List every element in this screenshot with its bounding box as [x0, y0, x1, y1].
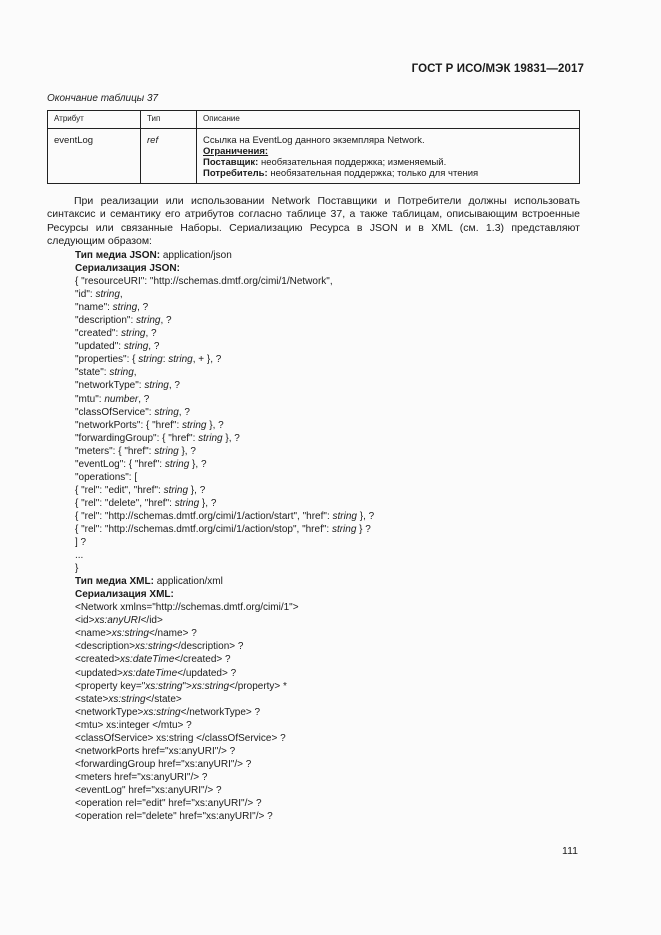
header-attribute: Атрибут: [48, 111, 141, 129]
code-segment: <Network xmlns="http://schemas.dmtf.org/cimi/1">: [75, 602, 299, 614]
code-segment: "id":: [75, 289, 96, 301]
code-line: [75, 667, 374, 680]
code-line: [75, 680, 374, 693]
code-segment: }, ?: [199, 497, 217, 509]
code-segment: { "rel": "edit", "href":: [75, 484, 164, 496]
code-line: [75, 627, 374, 640]
code-segment: string: [168, 354, 193, 366]
code-line: [75, 419, 374, 432]
code-segment: string: [164, 458, 190, 470]
code-segment: }: [75, 563, 79, 575]
standard-header: ГОСТ Р ИСО/МЭК 19831—2017: [411, 63, 584, 75]
code-segment: <eventLog" href="xs:anyURI"/> ?: [75, 784, 222, 796]
code-line: [75, 288, 374, 301]
code-segment: <meters href="xs:anyURI"/> ?: [75, 771, 208, 783]
code-line: [75, 758, 374, 771]
code-line: [75, 536, 374, 549]
code-segment: string: [182, 419, 207, 431]
code-line: [75, 693, 374, 706]
code-segment: "networkPorts": { "href":: [75, 419, 183, 431]
code-line: [75, 510, 374, 523]
code-segment: , ?: [148, 341, 160, 353]
code-segment: <mtu> xs:integer </mtu> ?: [75, 719, 192, 731]
code-segment: }, ?: [178, 445, 196, 457]
code-line: [75, 771, 374, 784]
code-segment: :: [162, 354, 169, 366]
code-line: [75, 497, 374, 510]
code-segment: string: [154, 406, 179, 418]
code-segment: }, ?: [222, 432, 240, 444]
code-segment: string: [109, 367, 134, 379]
code-line: [75, 732, 374, 745]
code-segment: { "rel": "delete", "href":: [75, 497, 175, 509]
code-line: [75, 810, 374, 823]
code-segment: { "rel": "http://schemas.dmtf.org/cimi/1/action/stop", "href":: [75, 523, 332, 535]
provider-label: Поставщик:: [203, 157, 259, 168]
code-segment: string: [123, 341, 149, 353]
code-line: [75, 745, 374, 758]
code-segment: </description> ?: [172, 641, 244, 653]
code-segment: number: [104, 393, 139, 405]
table-caption: Окончание таблицы 37: [47, 93, 159, 104]
code-segment: </property> *: [229, 680, 287, 692]
serialization-code-block: [75, 249, 374, 823]
desc-line: Ссылка на EventLog данного экземпляра Network.: [203, 135, 425, 146]
code-line: [75, 549, 374, 562]
code-line: [75, 784, 374, 797]
code-segment: <created>: [75, 654, 121, 666]
code-segment: "networkType":: [75, 380, 145, 392]
code-segment: ] ?: [75, 537, 87, 549]
code-segment: }, ?: [206, 419, 224, 431]
code-segment: <updated>: [75, 667, 123, 679]
code-segment: </networkType> ?: [180, 706, 261, 718]
code-segment: <id>: [75, 615, 95, 627]
code-segment: xs:string: [135, 641, 173, 653]
code-line: [75, 797, 374, 810]
code-segment: , + }, ?: [192, 354, 222, 366]
code-line: [75, 575, 374, 588]
code-line: [75, 353, 374, 366]
code-segment: , ?: [138, 393, 150, 405]
code-segment: "meters": { "href":: [75, 445, 155, 457]
cell-description: [197, 129, 580, 184]
code-segment: <forwardingGroup href="xs:anyURI"/> ?: [75, 758, 252, 770]
header-type: Тип: [141, 111, 197, 129]
header-description: Описание: [197, 111, 580, 129]
provider-line: [203, 157, 573, 168]
code-segment: string: [121, 328, 146, 340]
constraints-label: Ограничения:: [203, 146, 269, 157]
code-segment: Тип медиа XML:: [75, 576, 157, 588]
code-segment: , ?: [178, 406, 190, 418]
cell-attribute: eventLog: [48, 129, 141, 184]
code-segment: xs:string: [111, 628, 149, 640]
code-line: [75, 406, 374, 419]
code-segment: </created> ?: [174, 654, 231, 666]
code-segment: <networkPorts href="xs:anyURI"/> ?: [75, 745, 236, 757]
code-line: [75, 327, 374, 340]
code-segment: } ?: [356, 523, 371, 535]
code-segment: string: [138, 354, 163, 366]
code-segment: string: [112, 302, 138, 314]
table-header-row: [48, 111, 580, 129]
code-segment: "description":: [75, 315, 137, 327]
code-line: [75, 458, 374, 471]
code-segment: xs:string: [145, 680, 183, 692]
consumer-line: [203, 168, 573, 179]
code-line: [75, 523, 374, 536]
code-segment: string: [95, 289, 120, 301]
provider-text: необязательная поддержка; изменяемый.: [258, 157, 447, 168]
code-segment: "updated":: [75, 341, 124, 353]
code-segment: <property key=": [75, 680, 146, 692]
code-segment: xs:dateTime: [120, 654, 175, 666]
code-line: [75, 588, 374, 601]
consumer-text: необязательная поддержка; только для чтения: [267, 168, 479, 179]
code-segment: application/xml: [156, 576, 223, 588]
code-segment: Сериализация XML:: [75, 589, 174, 601]
code-line: [75, 719, 374, 732]
code-line: [75, 614, 374, 627]
code-line: [75, 653, 374, 666]
code-segment: </name> ?: [148, 628, 197, 640]
code-segment: xs:anyURI: [94, 615, 141, 627]
code-line: [75, 366, 374, 379]
code-segment: "eventLog": { "href":: [75, 458, 165, 470]
code-segment: }, ?: [188, 484, 206, 496]
code-segment: <classOfService> xs:string </classOfService> ?: [75, 732, 286, 744]
code-segment: <operation rel="delete" href="xs:anyURI"/> ?: [75, 811, 273, 823]
code-line: [75, 432, 374, 445]
code-line: [75, 445, 374, 458]
code-segment: "properties": {: [75, 354, 139, 366]
code-line: [75, 379, 374, 392]
code-segment: "forwardingGroup": { "href":: [75, 432, 199, 444]
code-segment: ,: [133, 367, 137, 379]
code-segment: , ?: [145, 328, 157, 340]
code-segment: <operation rel="edit" href="xs:anyURI"/> ?: [75, 797, 262, 809]
code-segment: , ?: [137, 302, 149, 314]
code-segment: }, ?: [189, 458, 207, 470]
page-number: 111: [562, 845, 578, 857]
code-line: [75, 640, 374, 653]
code-segment: "name":: [75, 302, 113, 314]
code-segment: string: [332, 510, 357, 522]
code-segment: ,: [119, 289, 123, 301]
code-segment: Тип медиа JSON:: [75, 250, 163, 261]
code-segment: , ?: [160, 315, 172, 327]
code-segment: xs:string: [108, 693, 146, 705]
code-line: [75, 706, 374, 719]
code-line: [75, 275, 374, 288]
code-segment: <networkType>: [75, 706, 144, 718]
code-line: [75, 484, 374, 497]
code-segment: "classOfService":: [75, 406, 155, 418]
code-segment: }, ?: [356, 510, 375, 522]
code-segment: xs:dateTime: [122, 667, 178, 679]
code-segment: "mtu":: [75, 393, 105, 405]
code-segment: string: [331, 523, 357, 535]
code-segment: xs:string: [143, 706, 181, 718]
code-segment: string: [174, 497, 200, 509]
body-paragraph: При реализации или использовании Network Поставщики и Потребители должны использовать синтаксис и семантику его атрибутов согласно таблице 37, а также таблицам, описывающим встроенные Ресурсы или связанные Наборы. Сериализацию Ресурса в JSON и в XML (см. 1.3) представляют следующим образом:: [47, 195, 580, 248]
code-segment: "state":: [75, 367, 110, 379]
code-segment: { "resourceURI": "http://schemas.dmtf.org/cimi/1/Network",: [75, 276, 333, 288]
code-segment: <state>: [75, 693, 109, 705]
code-segment: { "rel": "http://schemas.dmtf.org/cimi/1/action/start", "href":: [75, 510, 333, 522]
code-segment: </id>: [140, 615, 163, 627]
cell-type: ref: [141, 129, 197, 184]
code-segment: </updated> ?: [177, 667, 237, 679]
code-line: [75, 262, 374, 275]
code-segment: , ?: [168, 380, 180, 392]
code-line: [75, 393, 374, 406]
code-segment: "created":: [75, 328, 122, 340]
code-segment: "operations": [: [75, 471, 138, 483]
code-segment: </state>: [145, 693, 182, 705]
code-segment: string: [154, 445, 179, 457]
code-line: [75, 340, 374, 353]
code-line: [75, 301, 374, 314]
code-line: [75, 562, 374, 575]
code-segment: string: [136, 315, 161, 327]
attribute-table: [47, 110, 580, 184]
code-line: [75, 471, 374, 484]
code-segment: string: [144, 380, 169, 392]
code-segment: ">: [182, 680, 192, 692]
code-segment: string: [198, 432, 223, 444]
code-segment: <description>: [75, 641, 136, 653]
code-segment: Сериализация JSON:: [75, 263, 180, 275]
code-line: [75, 601, 374, 614]
code-segment: <name>: [75, 628, 112, 640]
code-segment: string: [163, 484, 189, 496]
code-line: [75, 314, 374, 327]
code-line: [75, 249, 374, 262]
table-row: [48, 129, 580, 184]
consumer-label: Потребитель:: [203, 168, 268, 179]
code-segment: xs:string: [191, 680, 230, 692]
code-segment: application/json: [162, 250, 232, 261]
code-segment: ...: [75, 550, 84, 562]
